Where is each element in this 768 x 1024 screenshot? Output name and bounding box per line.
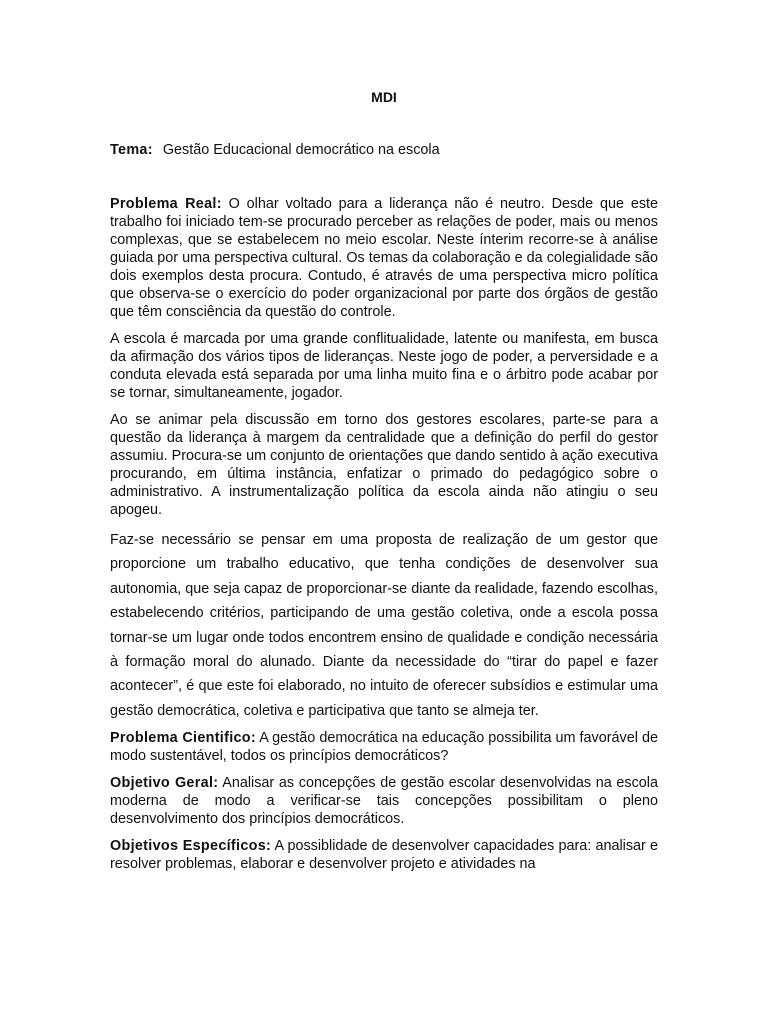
tema-text: Gestão Educacional democrático na escola bbox=[162, 142, 440, 158]
tema-line bbox=[110, 141, 658, 159]
problema-cientifico-label: Problema Cientifico: bbox=[110, 730, 256, 747]
problema-cientifico-text: A gestão democrática na educação possibilita um favorável de modo sustentável, todos os princípios democráticos? bbox=[110, 730, 658, 765]
body-paragraph-1: A escola é marcada por uma grande conflitualidade, latente ou manifesta, em busca da afirmação dos vários tipos de lideranças. Neste jogo de poder, a perversidade e a conduta elevada está separada por uma linha muito fina e o árbitro pode acabar por se tornar, simultaneamente, jogador. bbox=[110, 331, 658, 401]
objetivos-especificos-text: A possiblidade de desenvolver capacidades para: analisar e resolver problemas, elaborar e desenvolver projeto e atividades na bbox=[110, 838, 658, 873]
objetivo-geral-paragraph bbox=[110, 774, 658, 828]
problema-real-paragraph bbox=[110, 195, 658, 321]
document-body bbox=[110, 195, 658, 873]
objetivos-especificos-label: Objetivos Específicos: bbox=[110, 838, 272, 855]
problema-cientifico-paragraph bbox=[110, 729, 658, 765]
objetivo-geral-label: Objetivo Geral: bbox=[110, 775, 219, 792]
tema-label: Tema: bbox=[110, 142, 153, 158]
problema-real-text: O olhar voltado para a liderança não é neutro. Desde que este trabalho foi iniciado tem-se procurado perceber as relações de poder, mais ou menos complexas, que se estabelecem no meio escolar. Neste ínterim recorre-se à análise guiada por uma perspectiva cultural. Os temas da colaboração e da colegialidade são dois exemplos desta procura. Contudo, é através de uma perspectiva micro política que observa-se o exercício do poder organizacional por parte dos órgãos de gestão que têm consciência da questão do controle. bbox=[110, 196, 659, 320]
objetivo-geral-text: Analisar as concepções de gestão escolar desenvolvidas na escola moderna de modo a verificar-se tais concepções possibilitam o pleno desenvolvimento dos princípios democráticos. bbox=[110, 775, 658, 828]
body-paragraph-2: Ao se animar pela discussão em torno dos gestores escolares, parte-se para a questão da liderança à margem da centralidade que a definição do perfil do gestor assumiu. Procura-se um conjunto de orientações que dando sentido à ação executiva procurando, em última instância, enfatizar o primado do pedagógico sobre o administrativo. A instrumentalização política da escola ainda não atingiu o seu apogeu. bbox=[110, 412, 658, 518]
objetivos-especificos-paragraph bbox=[110, 837, 658, 873]
body-paragraph-3: Faz-se necessário se pensar em uma proposta de realização de um gestor que proporcione um trabalho educativo, que tenha condições de desenvolver sua autonomia, que seja capaz de proporcionar-se diante da realidade, fazendo escolhas, estabelecendo critérios, participando de uma gestão coletiva, onde a escola possa tornar-se um lugar onde todos encontrem ensino de qualidade e condição necessária à formação moral do alunado. Diante da necessidade do “tirar do papel e fazer acontecer”, é que este foi elaborado, no intuito de oferecer subsídios e estimular uma gestão democrática, coletiva e participativa que tanto se almeja ter. bbox=[110, 532, 658, 719]
problema-real-label: Problema Real: bbox=[110, 196, 222, 212]
document-title: MDI bbox=[371, 89, 397, 105]
